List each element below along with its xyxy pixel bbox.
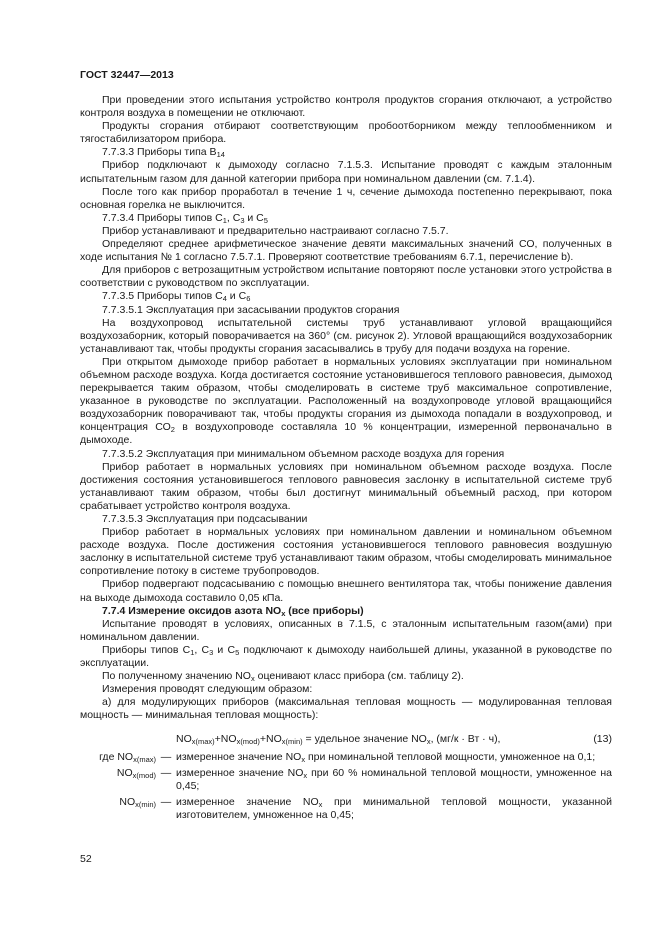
paragraph: При открытом дымоходе прибор работает в нормальных условиях эксплуатации при номинальном объемном расходе воздуха. Когда достигается состояние установившегося теплового равновесия, дымоход перекрывается таким образом, чтобы смоделировать в системе труб максимальное сопротивление, указанное в руководстве по эксплуатации. Расположенный на воздухопроводе угловой вращающийся воздухозаборник поворачивают так, чтобы продукты сгорания из дымохода попадали в воздухопровод, и концентрация $СО_2$ в воздухопроводе составляла 10 % концентрации, измеренной первоначально в дымоходе. (80, 355, 612, 447)
paragraph: Прибор подключают к дымоходу согласно 7.1.5.3. Испытание проводят с каждым эталонным испытательным газом для данной категории прибора при номинальном давлении (см. 7.1.4). (80, 159, 612, 185)
document-header: ГОСТ 32447—2013 (80, 69, 174, 81)
paragraph: Продукты сгорания отбирают соответствующим пробоотборником между теплообменником и тягостабилизатором прибора. (80, 120, 612, 146)
paragraph: Прибор работает в нормальных условиях при номинальном давлении и номинальном объемном расходе воздуха. После достижения состояния установившегося теплового равновесия воздушную заслонку в испытательной системе труб устанавливают таким образом, чтобы смоделировать минимальное сопротивление потоку в системе трубопроводов. (80, 526, 612, 578)
clause-heading: 7.7.3.4 Приборы типов $С_1$, $С_3$ и $С_5$ (102, 211, 268, 225)
paragraph: Прибор работает в нормальных условиях при номинальном объемном расходе воздуха. После достижения состояния установившегося теплового равновесия заслонку в испытательной системе труб устанавливают таким образом, чтобы был достигнут минимальный объемный расход, при котором срабатывает устройство контроля воздуха. (80, 460, 612, 512)
clause-heading: 7.7.3.3 Приборы типа $B_{14}$ (102, 146, 225, 160)
where-row (80, 767, 612, 793)
paragraph: При проведении этого испытания устройство контроля продуктов сгорания отключают, а устройство контроля воздуха в помещении не отключают. (80, 94, 612, 120)
where-row (80, 796, 612, 822)
paragraph: На воздухопровод испытательной системы труб устанавливают угловой вращающийся воздухозаборник, который поворачивается на 360° (см. рисунок 2). Угловой вращающийся воздухозаборник устанавливают так, чтобы продукты сгорания засасывались в трубу для подачи воздуха на горение. (80, 316, 612, 355)
paragraph: Приборы типов $С_1$, $С_3$ и $С_5$ подключают к дымоходу наибольшей длины, указанной в руководстве по эксплуатации. (80, 643, 612, 670)
paragraph: После того как прибор проработал в течение 1 ч, сечение дымохода постепенно перекрывают, пока основная горелка не выключится. (80, 185, 612, 211)
equation-13 (80, 729, 612, 748)
paragraph: Прибор устанавливают и предварительно настраивают согласно 7.5.7. (102, 224, 449, 237)
where-definition: измеренное значение $NO_x$ при номинальной тепловой мощности, умноженное на 0,1; (176, 750, 596, 764)
clause-heading: 7.7.3.5.3 Эксплуатация при подсасывании (102, 513, 308, 525)
where-row (80, 751, 612, 764)
where-term: $NO_{x(min)}$ (119, 795, 156, 809)
paragraph: По полученному значению $NO_x$ оценивают класс прибора (см. таблицу 2). (102, 670, 464, 684)
page-number: 52 (80, 853, 92, 865)
equation-formula: $NO_{x(max)}+NO_{x(mod)}+NO_{x(min)}$ = удельное значение $NO_x$, (мг/к · Вт · ч), (176, 732, 501, 746)
paragraph: а) для модулирующих приборов (максимальная тепловая мощность — модулированная тепловая мощность — минимальная тепловая мощность): (80, 696, 612, 722)
where-dash: — (160, 766, 172, 779)
where-term: где $NO_{x(max)}$ (99, 750, 156, 764)
paragraph: Измерения проводят следующим образом: (102, 683, 313, 696)
clause-heading: 7.7.3.5.1 Эксплуатация при засасывании продуктов сгорания (102, 303, 400, 316)
clause-heading: 7.7.3.5 Приборы типов $С_4$ и $С_6$ (102, 290, 251, 304)
document-body (80, 94, 612, 822)
where-term: $NO_{x(mod)}$ (116, 766, 156, 780)
where-definition: измеренное значение $NO_x$ при минимальной тепловой мощности, указанной изготовителем, умноженное на 0,45; (176, 795, 612, 821)
where-dash: — (160, 795, 172, 808)
clause-heading: 7.7.3.5.2 Эксплуатация при минимальном объемном расходе воздуха для горения (102, 447, 505, 460)
equation-number: (13) (593, 732, 612, 745)
paragraph: Для приборов с ветрозащитным устройством испытание повторяют после установки этого устройства в соответствии с руководством по эксплуатации. (80, 264, 612, 290)
where-definition: измеренное значение $NO_x$ при 60 % номинальной тепловой мощности, умноженное на 0,45; (176, 766, 612, 792)
paragraph: Испытание проводят в условиях, описанных в 7.1.5, с эталонным испытательным газом(ами) при номинальном давлении. (80, 617, 612, 643)
paragraph: Прибор подвергают подсасыванию с помощью внешнего вентилятора так, чтобы понижение давления на выходе дымохода составило 0,05 кПа. (80, 578, 612, 604)
paragraph: Определяют среднее арифметическое значение девяти максимальных значений СО, полученных в ходе испытания № 1 согласно 7.5.7.1. Проверяют соответствие требованиям 6.7.1, перечисление b). (80, 238, 612, 264)
where-dash: — (160, 750, 172, 763)
section-heading: 7.7.4 Измерение оксидов азота $NO_x$ (все приборы) (102, 604, 364, 618)
